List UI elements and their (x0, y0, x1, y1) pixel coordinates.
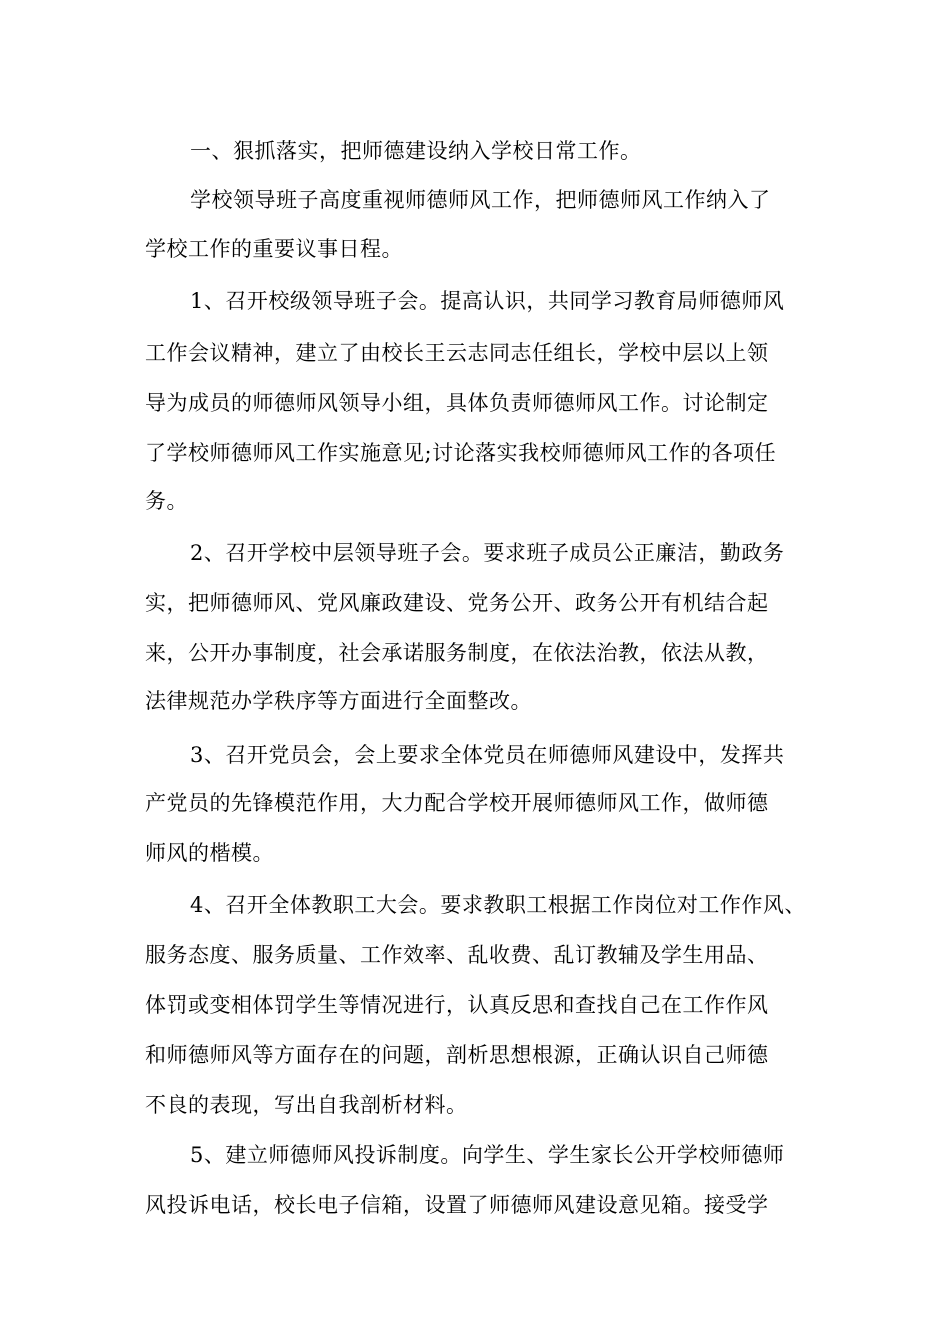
paragraph-line: 工作会议精神，建立了由校长王云志同志任组长，学校中层以上领 (145, 341, 769, 365)
paragraph-line: 1、召开校级领导班子会。提高认识，共同学习教育局师德师风 (190, 289, 785, 313)
paragraph-line: 5、建立师德师风投诉制度。向学生、学生家长公开学校师德师 (190, 1143, 785, 1167)
paragraph-line: 学校领导班子高度重视师德师风工作，把师德师风工作纳入了 (190, 188, 771, 212)
paragraph-line: 体罚或变相体罚学生等情况进行，认真反思和查找自己在工作作风 (145, 993, 769, 1017)
paragraph-line: 师风的楷模。 (145, 841, 274, 865)
paragraph-line: 法律规范办学秩序等方面进行全面整改。 (145, 689, 532, 713)
paragraph-line: 务。 (145, 489, 188, 513)
paragraph-line: 产党员的先锋模范作用，大力配合学校开展师德师风工作，做师德 (145, 791, 769, 815)
section-heading: 一、狠抓落实，把师德建设纳入学校日常工作。 (190, 139, 642, 163)
paragraph-line: 服务态度、服务质量、工作效率、乱收费、乱订教辅及学生用品、 (145, 943, 769, 967)
paragraph-line: 2、召开学校中层领导班子会。要求班子成员公正廉洁，勤政务 (190, 541, 785, 565)
paragraph-line: 导为成员的师德师风领导小组，具体负责师德师风工作。讨论制定 (145, 391, 769, 415)
paragraph-line: 风投诉电话，校长电子信箱，设置了师德师风建设意见箱。接受学 (145, 1193, 769, 1217)
paragraph-line: 实，把师德师风、党风廉政建设、党务公开、政务公开有机结合起 (145, 591, 769, 615)
paragraph-line: 和师德师风等方面存在的问题，剖析思想根源，正确认识自己师德 (145, 1043, 769, 1067)
paragraph-line: 来，公开办事制度，社会承诺服务制度，在依法治教，依法从教， (145, 641, 769, 665)
paragraph-line: 3、召开党员会，会上要求全体党员在师德师风建设中，发挥共 (190, 743, 785, 767)
paragraph-line: 4、召开全体教职工大会。要求教职工根据工作岗位对工作作风、 (190, 893, 806, 917)
paragraph-line: 了学校师德师风工作实施意见;讨论落实我校师德师风工作的各项任 (145, 441, 777, 465)
paragraph-line: 不良的表现，写出自我剖析材料。 (145, 1093, 468, 1117)
paragraph-line: 学校工作的重要议事日程。 (145, 237, 403, 261)
